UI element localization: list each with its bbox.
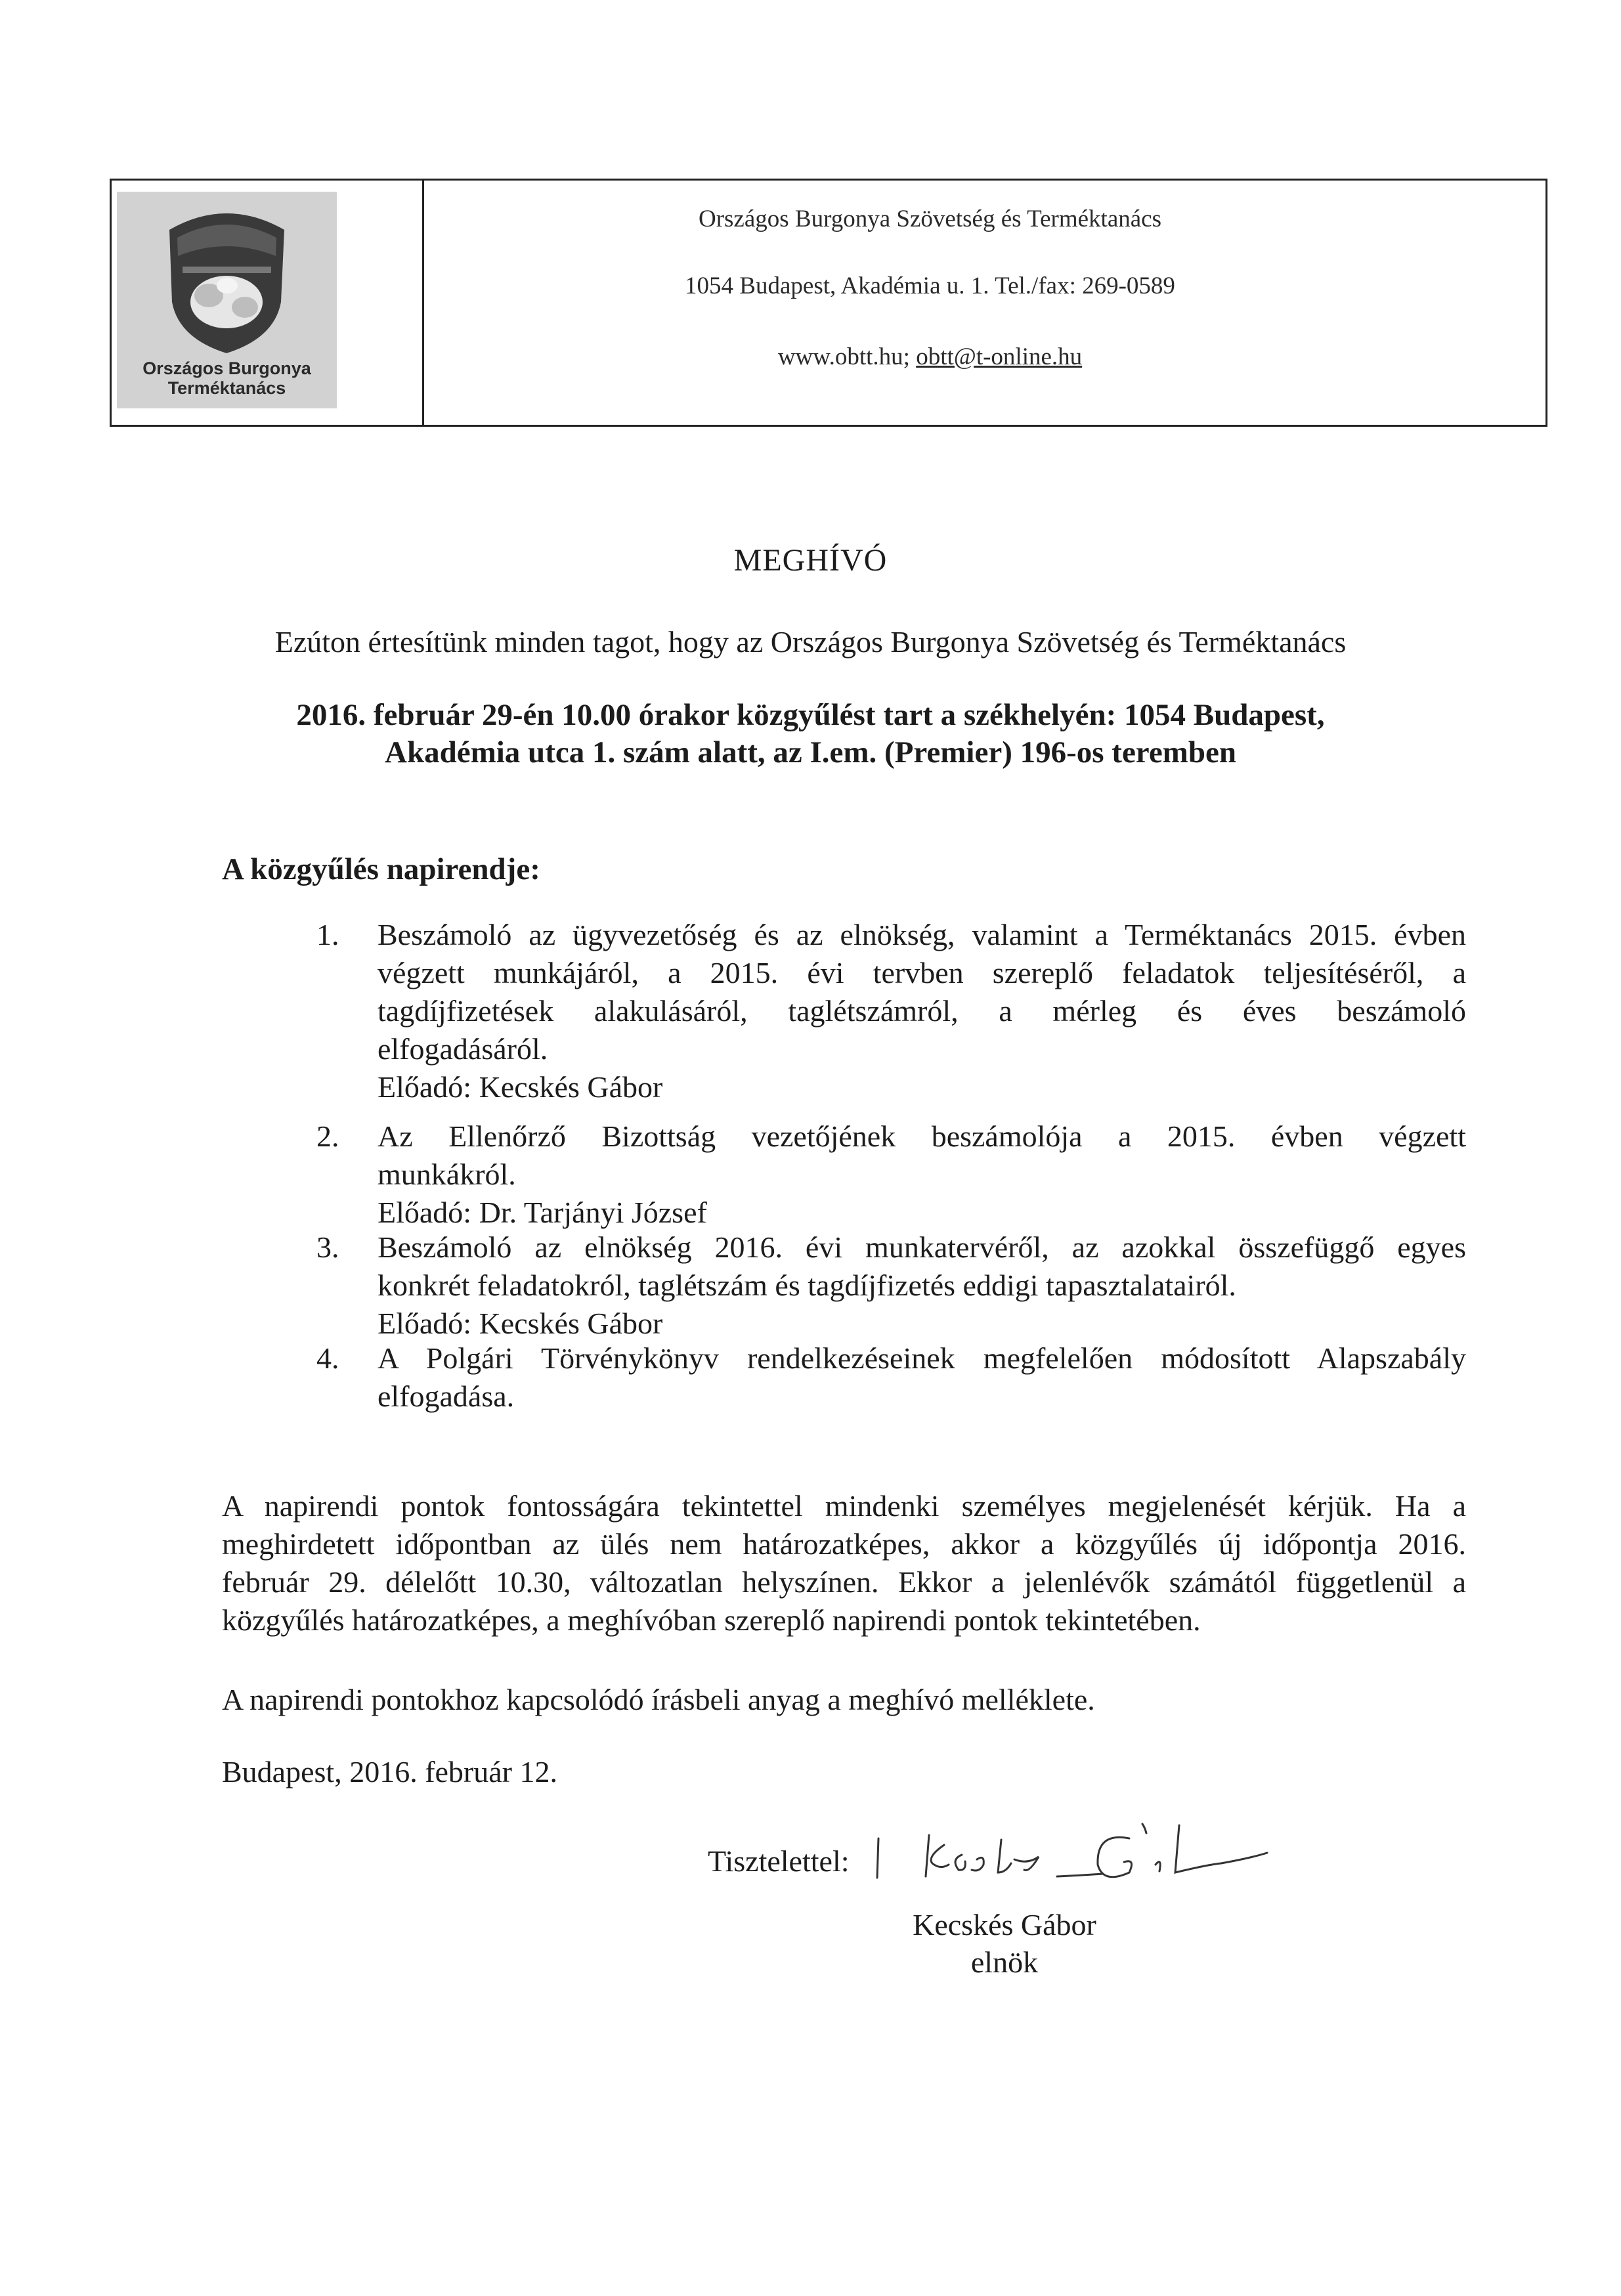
agenda-item-line: Beszámoló az elnökség 2016. évi munkatervéről, az azokkal összefüggő egyes (378, 1230, 1466, 1264)
agenda-item-number: 1. (316, 918, 339, 951)
document-title: MEGHÍVÓ (733, 543, 888, 578)
signer-role: elnök (970, 1945, 1039, 1979)
agenda-item-line: munkákról. (378, 1158, 516, 1191)
agenda-item (378, 916, 1466, 1106)
meeting-details-line2: Akadémia utca 1. szám alatt, az I.em. (Premier) 196-os teremben (385, 735, 1236, 769)
quorum-paragraph-line: közgyűlés határozatképes, a meghívóban szereplő napirendi pontok tekintetében. (222, 1603, 1201, 1637)
agenda-item (378, 1228, 1466, 1343)
agenda-item-line: elfogadásáról. (378, 1032, 548, 1066)
agenda-item (378, 1117, 1466, 1232)
agenda-item-line: tagdíjfizetések alakulásáról, taglétszámról, a mérleg és éves beszámoló (378, 994, 1466, 1028)
attachment-note (222, 1681, 1466, 1719)
agenda-item-line: Beszámoló az ügyvezetőség és az elnökség, valamint a Terméktanács 2015. évben (378, 918, 1466, 951)
agenda-item-line: Az Ellenőrző Bizottság vezetőjének beszámolója a 2015. évben végzett (378, 1119, 1466, 1153)
agenda-heading: A közgyűlés napirendje: (222, 852, 540, 886)
letterhead-organization: Országos Burgonya Szövetség és Terméktanács (698, 206, 1162, 232)
quorum-paragraph-line: A napirendi pontok fontosságára tekintettel mindenki személyes megjelenését kérjük. Ha a (222, 1489, 1466, 1523)
website-link[interactable]: www.obtt.hu; (777, 343, 910, 370)
meeting-details-line1: 2016. február 29-én 10.00 órakor közgyűlést tart a székhelyén: 1054 Budapest, (296, 698, 1325, 732)
agenda-item-line: elfogadása. (378, 1379, 515, 1413)
agenda-item-presenter: Előadó: Dr. Tarjányi József (378, 1196, 707, 1229)
quorum-paragraph-line: február 29. délelőtt 10.30, változatlan helyszínen. Ekkor a jelenlévők számától függetlenül a (222, 1565, 1466, 1599)
place-and-date-text: Budapest, 2016. február 12. (222, 1755, 557, 1788)
agenda-item-number: 4. (316, 1341, 339, 1375)
signer-name: Kecskés Gábor (913, 1908, 1096, 1941)
agenda-item-line: végzett munkájáról, a 2015. évi tervben szereplő feladatok teljesítéséről, a (378, 956, 1466, 989)
agenda-item-line: konkrét feladatokról, taglétszám és tagdíjfizetés eddigi tapasztalatairól. (378, 1268, 1236, 1302)
agenda-item-presenter: Előadó: Kecskés Gábor (378, 1307, 663, 1340)
organization-logo (117, 192, 337, 408)
handwritten-signature (867, 1799, 1274, 1897)
attachment-note-text: A napirendi pontokhoz kapcsolódó írásbeli anyag a meghívó melléklete. (222, 1683, 1095, 1716)
letterhead-contact (313, 343, 1547, 371)
quorum-paragraph-line: meghirdetett időpontban az ülés nem határozatképes, akkor a közgyűlés új időpontja 2016. (222, 1527, 1466, 1561)
closing-salutation: Tisztelettel: (708, 1844, 850, 1878)
agenda-item-number: 2. (316, 1119, 339, 1153)
agenda-item-line: A Polgári Törvénykönyv rendelkezéseinek megfelelően módosított Alapszabály (378, 1341, 1466, 1375)
agenda-item (378, 1339, 1466, 1416)
shield-emblem-icon (156, 204, 297, 355)
place-and-date (222, 1753, 1466, 1791)
email-link[interactable]: obtt@t-online.hu (916, 343, 1083, 370)
agenda-item-number: 3. (316, 1230, 339, 1264)
letterhead-address: 1054 Budapest, Akadémia u. 1. Tel./fax: 269-0589 (685, 272, 1175, 299)
logo-caption-line1: Országos Burgonya (142, 358, 311, 378)
quorum-paragraph (222, 1487, 1466, 1639)
agenda-item-presenter: Előadó: Kecskés Gábor (378, 1070, 663, 1104)
logo-caption-line2: Terméktanács (167, 378, 286, 398)
intro-sentence: Ezúton értesítünk minden tagot, hogy az Országos Burgonya Szövetség és Terméktanács (274, 625, 1347, 659)
